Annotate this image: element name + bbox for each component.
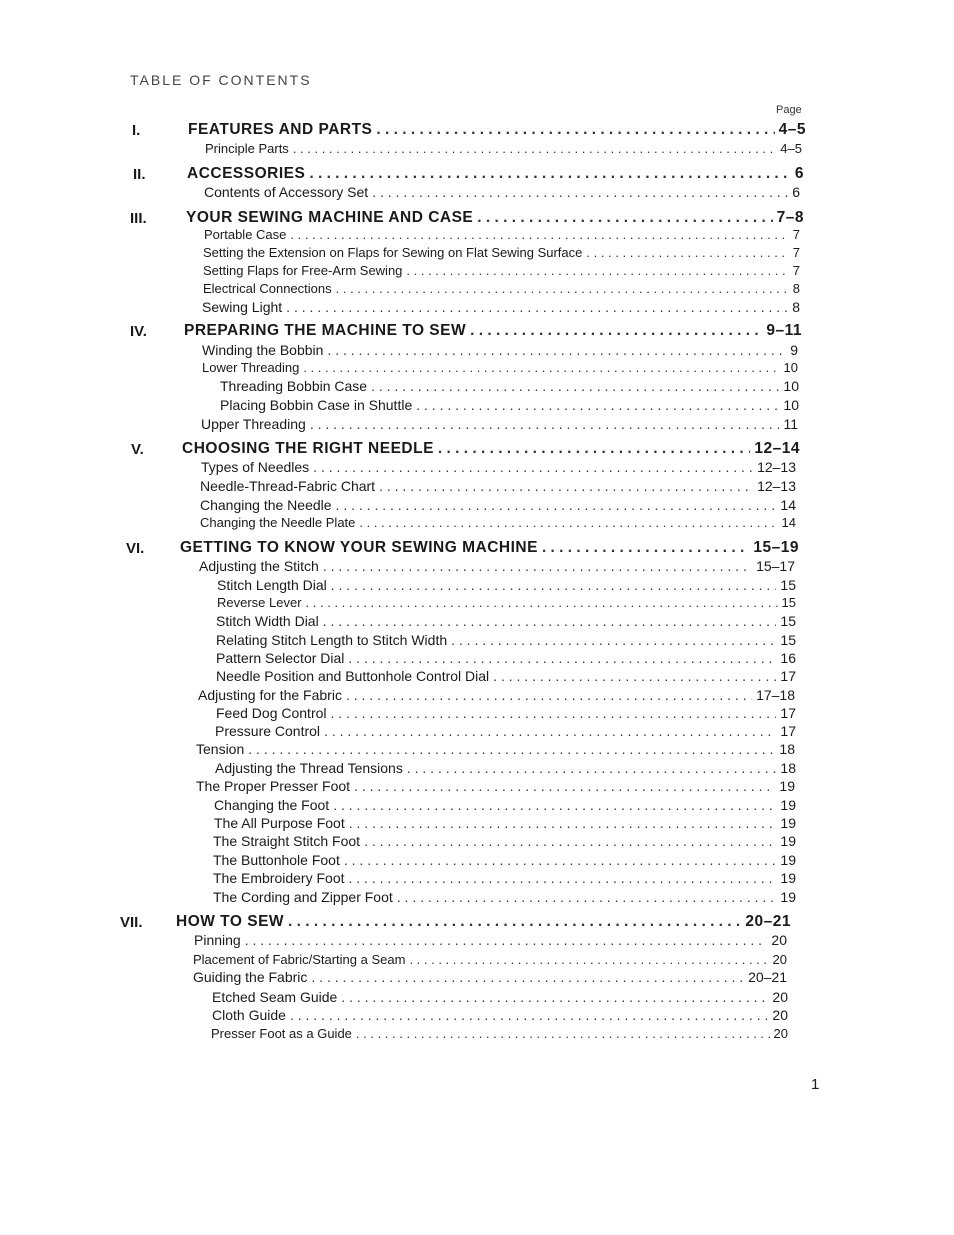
dot-leader (313, 459, 753, 475)
entry-title: Adjusting for the Fabric (198, 687, 342, 703)
entry-page: 17 (780, 723, 796, 739)
entry-title: Electrical Connections (203, 281, 332, 296)
entry-page: 14 (780, 497, 796, 513)
dot-leader (344, 852, 777, 868)
dot-leader (245, 932, 768, 948)
entry-title: Threading Bobbin Case (220, 378, 368, 394)
entry-page: 12–13 (757, 459, 796, 475)
entry-page: 19 (780, 870, 796, 886)
dot-leader (379, 478, 753, 494)
entry-page: 10 (783, 360, 798, 375)
entry-changing-the-foot (214, 797, 796, 813)
dot-leader (409, 952, 768, 967)
entry-adjusting-for-the-fabric (198, 687, 795, 703)
entry-title: Changing the Foot (214, 797, 330, 813)
entry-page: 20–21 (748, 969, 787, 985)
entry-presser-foot-as-a-guide (211, 1026, 788, 1041)
entry-the-straight-stitch-foot (213, 833, 796, 849)
dot-leader (364, 833, 776, 849)
entry-page: 19 (780, 889, 796, 905)
entry-page: 15 (780, 632, 796, 648)
section-features-and-parts (188, 121, 806, 139)
entry-page: 15–17 (756, 558, 795, 574)
entry-title: The All Purpose Foot (214, 815, 345, 831)
entry-title: The Straight Stitch Foot (213, 833, 361, 849)
entry-title: Adjusting the Thread Tensions (215, 760, 403, 776)
entry-title: Pattern Selector Dial (216, 650, 345, 666)
dot-leader (372, 184, 788, 200)
entry-title: Placing Bobbin Case in Shuttle (220, 397, 413, 413)
dot-leader (286, 299, 788, 315)
dot-leader (356, 1026, 770, 1041)
entry-title: Relating Stitch Length to Stitch Width (216, 632, 448, 648)
entry-adjusting-the-stitch (199, 558, 795, 574)
entry-page: 7–8 (776, 209, 804, 226)
entry-upper-threading (201, 416, 798, 432)
entry-page: 20–21 (745, 913, 791, 930)
dot-leader (407, 760, 777, 776)
entry-title: The Embroidery Foot (213, 870, 345, 886)
entry-page: 9 (790, 342, 798, 358)
entry-principle-parts (205, 141, 802, 156)
section-number: VII. (120, 914, 143, 931)
dot-leader (248, 741, 775, 757)
entry-page: 15 (781, 595, 796, 610)
entry-title: PREPARING THE MACHINE TO SEW (184, 322, 467, 339)
entry-page: 17 (780, 668, 796, 684)
entry-etched-seam-guide (212, 989, 788, 1005)
entry-title: Changing the Needle (200, 497, 332, 513)
entry-page: 19 (780, 797, 796, 813)
section-number: IV. (130, 323, 147, 340)
entry-title: Etched Seam Guide (212, 989, 338, 1005)
entry-title: Stitch Width Dial (216, 613, 319, 629)
entry-feed-dog-control (216, 705, 796, 721)
dot-leader (290, 1007, 768, 1023)
entry-placing-bobbin-case-in-shuttle (220, 397, 799, 413)
dot-leader (309, 165, 791, 183)
dot-leader (323, 613, 777, 629)
entry-adjusting-the-thread-tensions (215, 760, 796, 776)
dot-leader (327, 342, 786, 358)
entry-pressure-control (215, 723, 796, 739)
entry-page: 8 (792, 299, 800, 315)
section-number: V. (131, 441, 144, 458)
entry-page: 20 (772, 1007, 788, 1023)
dot-leader (331, 577, 777, 593)
entry-title: CHOOSING THE RIGHT NEEDLE (182, 440, 434, 457)
entry-title: Reverse Lever (217, 595, 302, 610)
entry-title: Changing the Needle Plate (200, 515, 356, 530)
entry-title: FEATURES AND PARTS (188, 121, 373, 138)
entry-the-embroidery-foot (213, 870, 796, 886)
entry-title: Placement of Fabric/Starting a Seam (193, 952, 406, 967)
entry-page: 8 (792, 281, 800, 296)
entry-page: 20 (772, 952, 787, 967)
dot-leader (493, 668, 776, 684)
entry-the-all-purpose-foot (214, 815, 796, 831)
entry-relating-stitch-length-to-stitch-width (216, 632, 796, 648)
entry-page: 19 (779, 778, 795, 794)
entry-page: 7 (792, 263, 800, 278)
dot-leader (349, 815, 777, 831)
entry-page: 9–11 (766, 322, 802, 339)
dot-leader (451, 632, 776, 648)
dot-leader (293, 141, 776, 156)
entry-portable-case (204, 227, 800, 242)
entry-page: 12–13 (757, 478, 796, 494)
entry-lower-threading (202, 360, 798, 375)
dot-leader (359, 515, 777, 530)
entry-page: 17–18 (756, 687, 795, 703)
entry-needle-thread-fabric-chart (200, 478, 796, 494)
entry-page: 11 (783, 416, 798, 432)
section-number: II. (133, 166, 146, 183)
entry-page: 16 (780, 650, 796, 666)
entry-title: Portable Case (204, 227, 287, 242)
entry-tension (196, 741, 795, 757)
entry-title: Feed Dog Control (216, 705, 327, 721)
entry-contents-of-accessory-set (204, 184, 800, 200)
section-number: VI. (126, 540, 145, 557)
entry-title: Lower Threading (202, 360, 300, 375)
dot-leader (310, 416, 780, 432)
entry-changing-the-needle (200, 497, 796, 513)
dot-leader (336, 281, 789, 296)
entry-title: Setting Flaps for Free-Arm Sewing (203, 263, 403, 278)
dot-leader (341, 989, 768, 1005)
entry-title: Pinning (194, 932, 241, 948)
entry-page: 20 (772, 989, 788, 1005)
dot-leader (311, 969, 744, 985)
entry-page: 20 (773, 1026, 788, 1041)
section-how-to-sew (176, 913, 791, 931)
dot-leader (303, 360, 779, 375)
dot-leader (333, 797, 776, 813)
entry-title: GETTING TO KNOW YOUR SEWING MACHINE (180, 539, 538, 556)
entry-page: 19 (780, 852, 796, 868)
entry-sewing-light (202, 299, 800, 315)
dot-leader (542, 539, 749, 557)
dot-leader (397, 889, 777, 905)
entry-page: 19 (780, 833, 796, 849)
section-accessories (187, 165, 804, 183)
entry-page: 4–5 (778, 121, 806, 138)
entry-title: Upper Threading (201, 416, 306, 432)
entry-page: 6 (792, 184, 800, 200)
entry-changing-the-needle-plate (200, 515, 796, 530)
entry-page: 12–14 (754, 440, 800, 457)
entry-page: 19 (780, 815, 796, 831)
dot-leader (354, 778, 775, 794)
dot-leader (306, 595, 778, 610)
section-getting-to-know-your-sewing-machine (180, 539, 799, 557)
entry-guiding-the-fabric (193, 969, 787, 985)
entry-electrical-connections (203, 281, 800, 296)
section-choosing-the-right-needle (182, 440, 800, 458)
dot-leader (323, 558, 752, 574)
entry-page: 20 (771, 932, 787, 948)
entry-page: 7 (792, 245, 800, 260)
entry-title: Cloth Guide (212, 1007, 286, 1023)
entry-title: Needle-Thread-Fabric Chart (200, 478, 376, 494)
entry-threading-bobbin-case (220, 378, 799, 394)
dot-leader (376, 121, 774, 139)
toc-title: TABLE OF CONTENTS (130, 72, 312, 88)
entry-pinning (194, 932, 787, 948)
entry-pattern-selector-dial (216, 650, 796, 666)
entry-title: The Cording and Zipper Foot (213, 889, 393, 905)
dot-leader (371, 378, 779, 394)
entry-title: Sewing Light (202, 299, 283, 315)
entry-title: Contents of Accessory Set (204, 184, 369, 200)
entry-setting-flaps-for-free-arm-sewing (203, 263, 800, 278)
dot-leader (346, 687, 752, 703)
entry-types-of-needles (201, 459, 796, 475)
entry-cloth-guide (212, 1007, 788, 1023)
entry-title: Adjusting the Stitch (199, 558, 319, 574)
entry-title: HOW TO SEW (176, 913, 285, 930)
entry-title: Setting the Extension on Flaps for Sewing on Flat Sewing Surface (203, 245, 583, 260)
entry-setting-the-extension-on-flaps-for-sewing-on-flat-sewing-surface (203, 245, 800, 260)
dot-leader (349, 870, 777, 886)
entry-page: 10 (783, 397, 799, 413)
entry-title: Winding the Bobbin (202, 342, 324, 358)
entry-title: Needle Position and Buttonhole Control Dial (216, 668, 490, 684)
entry-page: 6 (794, 165, 804, 182)
dot-leader (336, 497, 777, 513)
dot-leader (348, 650, 776, 666)
entry-title: The Proper Presser Foot (196, 778, 351, 794)
entry-page: 18 (780, 760, 796, 776)
entry-winding-the-bobbin (202, 342, 798, 358)
entry-stitch-width-dial (216, 613, 796, 629)
entry-stitch-length-dial (217, 577, 796, 593)
entry-title: YOUR SEWING MACHINE AND CASE (186, 209, 474, 226)
dot-leader (324, 723, 776, 739)
entry-title: Principle Parts (205, 141, 289, 156)
section-number: III. (130, 210, 147, 227)
section-number: I. (132, 122, 141, 139)
entry-the-proper-presser-foot (196, 778, 795, 794)
entry-the-cording-and-zipper-foot (213, 889, 796, 905)
entry-the-buttonhole-foot (213, 852, 796, 868)
entry-title: Types of Needles (201, 459, 310, 475)
entry-title: Guiding the Fabric (193, 969, 308, 985)
dot-leader (470, 322, 762, 340)
entry-page: 10 (783, 378, 799, 394)
dot-leader (416, 397, 779, 413)
dot-leader (331, 705, 777, 721)
entry-page: 15 (780, 613, 796, 629)
dot-leader (290, 227, 788, 242)
entry-placement-of-fabric-starting-a-seam (193, 952, 787, 967)
dot-leader (586, 245, 788, 260)
entry-page: 14 (781, 515, 796, 530)
entry-title: Stitch Length Dial (217, 577, 327, 593)
page-number: 1 (811, 1076, 820, 1093)
entry-page: 7 (792, 227, 800, 242)
entry-page: 18 (779, 741, 795, 757)
dot-leader (288, 913, 741, 931)
entry-title: Presser Foot as a Guide (211, 1026, 352, 1041)
entry-title: Tension (196, 741, 245, 757)
page-column-label: Page (776, 104, 802, 116)
section-preparing-the-machine-to-sew (184, 322, 802, 340)
entry-page: 4–5 (780, 141, 802, 156)
dot-leader (406, 263, 788, 278)
section-your-sewing-machine-and-case (186, 209, 804, 227)
entry-page: 15–19 (753, 539, 799, 556)
dot-leader (477, 209, 772, 227)
entry-needle-position-and-buttonhole-control-dial (216, 668, 796, 684)
entry-reverse-lever (217, 595, 796, 610)
entry-title: ACCESSORIES (187, 165, 306, 182)
entry-page: 17 (780, 705, 796, 721)
entry-title: Pressure Control (215, 723, 321, 739)
entry-title: The Buttonhole Foot (213, 852, 340, 868)
dot-leader (438, 440, 750, 458)
entry-page: 15 (780, 577, 796, 593)
